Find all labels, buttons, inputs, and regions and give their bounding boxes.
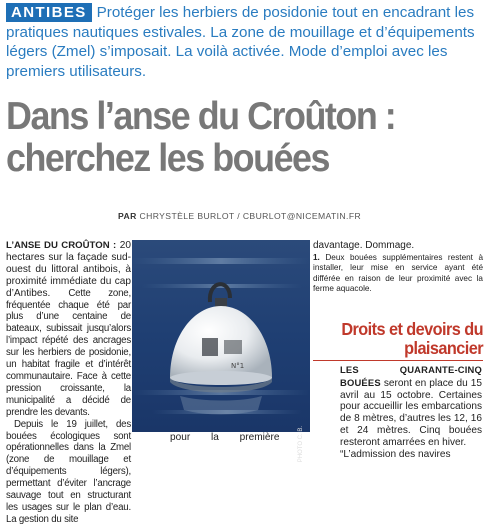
- article-paragraph-1: [6, 240, 131, 419]
- box-divider: [313, 360, 483, 361]
- byline-email: CBURLOT@NICEMATIN.FR: [242, 211, 362, 221]
- article-paragraph-2: Depuis le 19 juillet, des bouées écologiques sont opérationnelles dans la Zmel (zone de mouillage et d’équipements légers), permettant d’éviter l’ancrage sauvage tout en structurant les usages sur le plan d’eau. La gestion du site: [6, 418, 131, 525]
- article-column-right: [313, 240, 483, 294]
- chapo-text: Protéger les herbiers de posidonie tout en encadrant les pratiques nautiques estivales. La zone de mouillage et d’équipements légers (Zmel) s’imposait. La voilà activée. Mode d’emploi avec les premiers utilisateurs.: [6, 4, 475, 80]
- article-p1: 20 hectares sur la façade sud-ouest du littoral antibois, à proximité immédiate du cap d’Antibes.: [6, 240, 131, 299]
- footnote-text: Deux bouées supplémentaires restent à installer, leur mise en service ayant été différée en raison de leur proximité avec la ferme aquacole.: [313, 253, 484, 293]
- box-bullet-text: “L’admission des navires: [340, 448, 451, 460]
- headline-line-2: cherchez les bouées: [6, 137, 330, 180]
- article-p1b: Cette zone, fréquentée chaque été par plus d’une centaine de bateaux, subissait jusqu’alors l’impact répété des ancrages sur les herbiers de posidonie, un habitat fragile et d’intérêt communautaire. Face à cette pression croissante, la municipalité a décidé de prendre les devants.: [6, 287, 131, 418]
- lead-label: L’ANSE DU CROÛTON :: [6, 240, 117, 251]
- box-caps: LES QUARANTE-CINQ BOUÉES: [340, 364, 482, 388]
- box-text: seront en place du 15 avril au 15 octobre. Certaines pour accueillir les embarcations de 8 mètres, d’autres les 12, 16 et 24 mètres. Cinq bouées resteront amarrées en hiver.: [340, 377, 482, 448]
- byline: [118, 211, 361, 221]
- byline-prefix: PAR: [118, 211, 137, 221]
- kicker-label: ANTIBES: [6, 3, 92, 22]
- headline: [6, 96, 444, 180]
- chapo: [6, 3, 482, 81]
- article-bottom-fragment: pour la première: [170, 432, 280, 443]
- buoy-photo-svg: [132, 240, 310, 432]
- article-column-1: [6, 240, 131, 526]
- buoy-number: N°1: [231, 362, 245, 370]
- box-title: Droits et devoirs du plaisancier: [341, 319, 483, 358]
- byline-author: CHRYSTÈLE BURLOT: [139, 211, 235, 221]
- box-bullet: [340, 449, 482, 461]
- footnote-marker: 1.: [313, 253, 320, 262]
- footnote: [313, 253, 483, 294]
- photo-credit: PHOTO C. B.: [298, 426, 304, 463]
- headline-line-1: Dans l’anse du Croûton :: [6, 95, 396, 138]
- byline-separator: /: [237, 211, 241, 221]
- box-body: [340, 364, 482, 460]
- article-continuation: davantage. Dommage.: [313, 240, 415, 251]
